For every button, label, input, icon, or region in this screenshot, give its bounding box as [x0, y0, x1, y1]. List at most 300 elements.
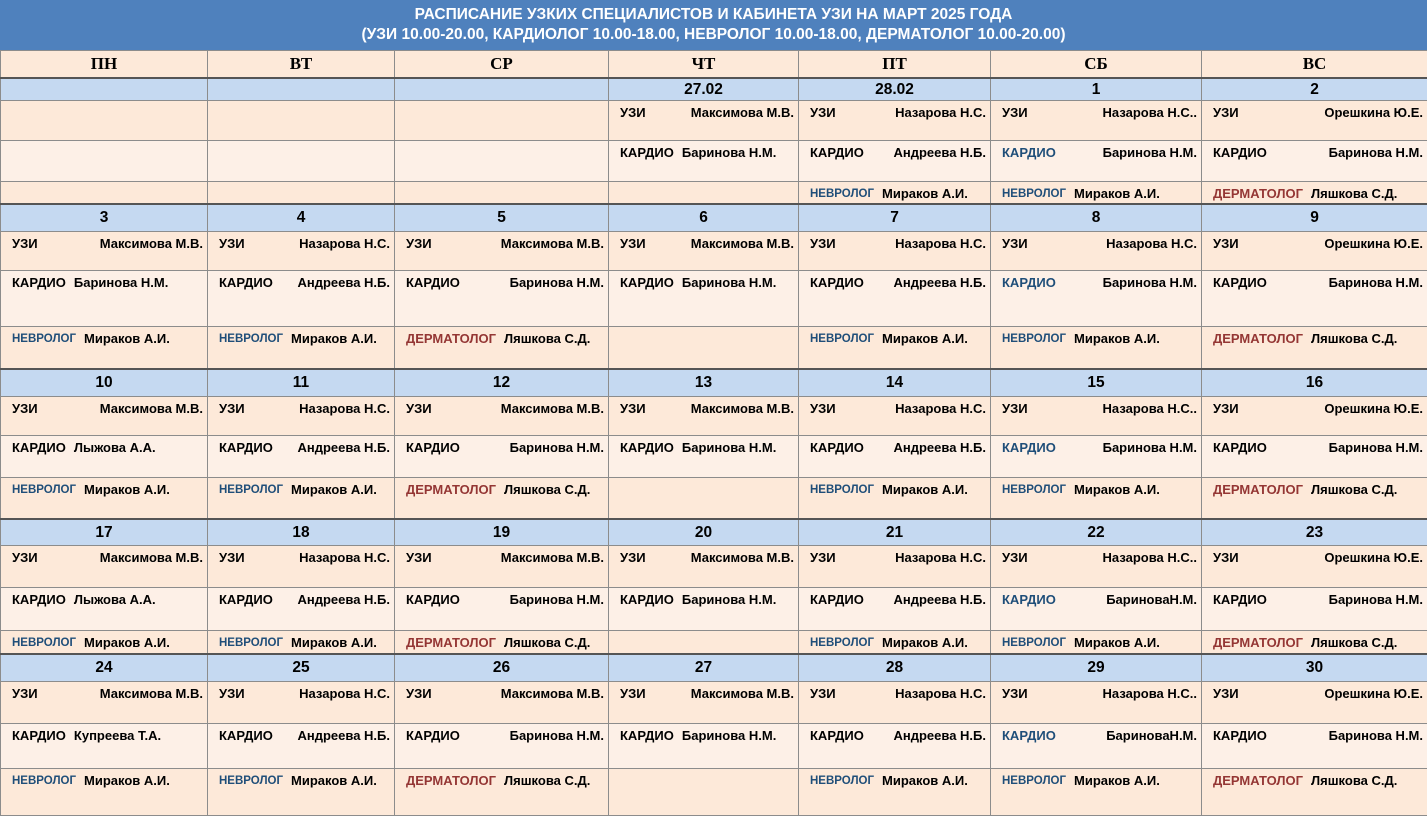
schedule-cell-uzi [799, 545, 991, 587]
doctor-name: Ляшкова С.Д. [504, 481, 591, 497]
doctor-name: Максимова М.В. [690, 685, 794, 701]
schedule-cell-uzi [1202, 545, 1427, 587]
specialty-label: КАРДИО [1213, 144, 1267, 160]
specialty-label: КАРДИО [620, 592, 674, 608]
schedule-title-line2: (УЗИ 10.00-20.00, КАРДИОЛОГ 10.00-18.00, НЕВРОЛОГ 10.00-18.00, ДЕРМАТОЛОГ 10.00-20.00) [361, 26, 1066, 43]
schedule-cell-uzi [609, 681, 799, 723]
date-cell [1, 78, 208, 101]
week-5-kardio-row [1, 724, 1427, 768]
schedule-cell-third [609, 630, 799, 654]
schedule-table [0, 50, 1427, 816]
schedule-cell-kardio [208, 436, 395, 477]
specialty-label: КАРДИО [406, 728, 460, 744]
specialty-label: КАРДИО [1002, 144, 1056, 160]
date-cell: 28 [799, 654, 991, 681]
doctor-name: Андреева Н.Б. [297, 728, 390, 744]
doctor-name: Назарова Н.С. [299, 235, 390, 251]
schedule-cell-uzi [395, 545, 609, 587]
date-cell: 4 [208, 204, 395, 231]
week-5-third-row [1, 768, 1427, 815]
specialty-label: УЗИ [1213, 105, 1239, 121]
date-cell: 19 [395, 519, 609, 545]
doctor-name: Мираков А.И. [291, 481, 377, 497]
doctor-name: Мираков А.И. [1074, 481, 1160, 497]
schedule-cell-kardio [991, 140, 1202, 181]
doctor-name: Максимова М.В. [500, 400, 604, 416]
schedule-cell-kardio [1, 724, 208, 768]
schedule-cell-uzi [1202, 231, 1427, 270]
date-cell: 25 [208, 654, 395, 681]
date-cell: 16 [1202, 369, 1427, 396]
schedule-cell-third [1202, 630, 1427, 654]
doctor-name: Ляшкова С.Д. [1311, 772, 1398, 788]
specialty-label: КАРДИО [810, 440, 864, 456]
specialty-label: УЗИ [810, 549, 836, 565]
doctor-name: Назарова Н.С. [895, 400, 986, 416]
specialty-label: ДЕРМАТОЛОГ [406, 772, 497, 788]
schedule-cell-kardio [395, 724, 609, 768]
doctor-name: Баринова Н.М. [509, 592, 604, 608]
specialty-label: УЗИ [406, 235, 432, 251]
schedule-cell-uzi [991, 101, 1202, 140]
week-5-uzi-row [1, 681, 1427, 723]
specialty-label: КАРДИО [12, 275, 66, 291]
doctor-name: Мираков А.И. [882, 481, 968, 497]
schedule-cell-kardio [991, 271, 1202, 327]
schedule-cell-third [1202, 768, 1427, 815]
doctor-name: Орешкина Ю.Е. [1324, 685, 1423, 701]
schedule-cell-uzi [1, 396, 208, 435]
doctor-name: Мираков А.И. [84, 634, 170, 650]
specialty-label: КАРДИО [406, 592, 460, 608]
doctor-name: Назарова Н.С. [299, 400, 390, 416]
specialty-label: УЗИ [620, 235, 646, 251]
specialty-label: УЗИ [810, 105, 836, 121]
specialty-label: НЕВРОЛОГ [1002, 187, 1066, 200]
schedule-cell-kardio [799, 271, 991, 327]
specialty-label: УЗИ [12, 685, 38, 701]
schedule-cell-uzi [208, 545, 395, 587]
date-cell: 14 [799, 369, 991, 396]
specialty-label: НЕВРОЛОГ [810, 636, 874, 649]
schedule-cell-third [609, 477, 799, 519]
date-cell: 9 [1202, 204, 1427, 231]
doctor-name: Максимова М.В. [690, 400, 794, 416]
doctor-name: Максимова М.В. [500, 235, 604, 251]
doctor-name: Андреева Н.Б. [297, 592, 390, 608]
schedule-cell-uzi [208, 101, 395, 140]
week-3-dates-row [1, 369, 1427, 396]
doctor-name: Андреева Н.Б. [893, 592, 986, 608]
date-cell: 3 [1, 204, 208, 231]
schedule-cell-uzi [208, 681, 395, 723]
day-name-mon: ПН [1, 51, 208, 78]
schedule-cell-uzi [609, 231, 799, 270]
specialty-label: ДЕРМАТОЛОГ [406, 331, 497, 347]
specialty-label: НЕВРОЛОГ [12, 333, 76, 346]
date-cell: 18 [208, 519, 395, 545]
specialty-label: ДЕРМАТОЛОГ [406, 634, 497, 650]
doctor-name: Баринова Н.М. [1102, 144, 1197, 160]
doctor-name: Ляшкова С.Д. [504, 634, 591, 650]
doctor-name: Баринова Н.М. [681, 440, 777, 456]
day-name-sat: СБ [991, 51, 1202, 78]
schedule-cell-third [208, 768, 395, 815]
specialty-label: УЗИ [620, 400, 646, 416]
date-cell: 27.02 [609, 78, 799, 101]
doctor-name: Баринова Н.М. [1102, 440, 1197, 456]
schedule-cell-third [395, 477, 609, 519]
schedule-cell-uzi [1202, 396, 1427, 435]
schedule-cell-uzi [609, 545, 799, 587]
specialty-label: ДЕРМАТОЛОГ [1213, 331, 1304, 347]
schedule-cell-kardio [799, 140, 991, 181]
specialty-label: КАРДИО [1002, 440, 1056, 456]
specialty-label: УЗИ [1213, 685, 1239, 701]
schedule-cell-uzi [609, 101, 799, 140]
specialty-label: КАРДИО [406, 440, 460, 456]
doctor-name: Баринова Н.М. [1102, 275, 1197, 291]
schedule-cell-kardio [208, 724, 395, 768]
date-cell: 1 [991, 78, 1202, 101]
doctor-name: Мираков А.И. [882, 185, 968, 201]
schedule-cell-kardio [1202, 588, 1427, 630]
specialty-label: НЕВРОЛОГ [219, 774, 283, 787]
doctor-name: Баринова Н.М. [509, 728, 604, 744]
doctor-name: Орешкина Ю.Е. [1324, 400, 1423, 416]
specialty-label: КАРДИО [1002, 592, 1056, 608]
doctor-name: Максимова М.В. [500, 549, 604, 565]
date-cell [208, 78, 395, 101]
doctor-name: Андреева Н.Б. [893, 440, 986, 456]
schedule-cell-kardio [609, 271, 799, 327]
schedule-cell-third [1, 477, 208, 519]
specialty-label: НЕВРОЛОГ [12, 636, 76, 649]
doctor-name: Максимова М.В. [690, 105, 794, 121]
doctor-name: БариноваН.М. [1106, 592, 1197, 608]
schedule-cell-third [991, 477, 1202, 519]
specialty-label: КАРДИО [1002, 728, 1056, 744]
specialty-label: КАРДИО [1213, 592, 1267, 608]
specialty-label: УЗИ [12, 235, 38, 251]
schedule-cell-uzi [799, 101, 991, 140]
schedule-cell-third [1202, 181, 1427, 204]
specialty-label: КАРДИО [620, 275, 674, 291]
schedule-cell-uzi [1, 101, 208, 140]
specialty-label: УЗИ [219, 235, 245, 251]
schedule-cell-kardio [1, 588, 208, 630]
schedule-title-line1: РАСПИСАНИЕ УЗКИХ СПЕЦИАЛИСТОВ И КАБИНЕТА УЗИ НА МАРТ 2025 ГОДА [414, 6, 1013, 23]
specialty-label: КАРДИО [219, 728, 273, 744]
schedule-cell-kardio [609, 588, 799, 630]
date-cell: 17 [1, 519, 208, 545]
schedule-cell-kardio [991, 436, 1202, 477]
doctor-name: Максимова М.В. [690, 235, 794, 251]
specialty-label: ДЕРМАТОЛОГ [1213, 772, 1304, 788]
schedule-cell-kardio [395, 436, 609, 477]
specialty-label: УЗИ [1213, 400, 1239, 416]
week-1-dates-row [1, 78, 1427, 101]
schedule-cell-third [395, 181, 609, 204]
doctor-name: Мираков А.И. [291, 331, 377, 347]
schedule-cell-kardio [1202, 140, 1427, 181]
doctor-name: Баринова Н.М. [681, 728, 777, 744]
schedule-cell-third [208, 181, 395, 204]
doctor-name: Максимова М.В. [99, 400, 203, 416]
schedule-cell-uzi [991, 231, 1202, 270]
schedule-cell-uzi [208, 396, 395, 435]
doctor-name: Баринова Н.М. [509, 440, 604, 456]
specialty-label: УЗИ [406, 400, 432, 416]
doctor-name: Баринова Н.М. [1328, 144, 1423, 160]
specialty-label: УЗИ [810, 400, 836, 416]
specialty-label: КАРДИО [620, 728, 674, 744]
doctor-name: Ляшкова С.Д. [1311, 185, 1398, 201]
schedule-cell-third [1, 768, 208, 815]
schedule-cell-kardio [799, 436, 991, 477]
schedule-cell-kardio [609, 724, 799, 768]
schedule-cell-third [395, 327, 609, 369]
doctor-name: Назарова Н.С. [299, 549, 390, 565]
specialty-label: КАРДИО [1002, 275, 1056, 291]
schedule-cell-third [208, 327, 395, 369]
doctor-name: Назарова Н.С. [299, 685, 390, 701]
schedule-cell-uzi [991, 545, 1202, 587]
date-cell: 13 [609, 369, 799, 396]
specialty-label: КАРДИО [12, 440, 66, 456]
date-cell: 7 [799, 204, 991, 231]
schedule-cell-third [208, 477, 395, 519]
schedule-cell-third [991, 181, 1202, 204]
doctor-name: Лыжова А.А. [73, 592, 156, 608]
schedule-cell-third [799, 768, 991, 815]
doctor-name: Назарова Н.С.. [1102, 685, 1197, 701]
specialty-label: ДЕРМАТОЛОГ [1213, 634, 1304, 650]
doctor-name: Мираков А.И. [882, 634, 968, 650]
specialty-label: УЗИ [12, 549, 38, 565]
doctor-name: Лыжова А.А. [73, 440, 156, 456]
schedule-cell-uzi [395, 681, 609, 723]
doctor-name: Мираков А.И. [291, 634, 377, 650]
specialty-label: КАРДИО [12, 592, 66, 608]
schedule-cell-kardio [395, 588, 609, 630]
doctor-name: Мираков А.И. [882, 772, 968, 788]
week-4-dates-row [1, 519, 1427, 545]
schedule-cell-kardio [208, 271, 395, 327]
doctor-name: Баринова Н.М. [1328, 440, 1423, 456]
schedule-cell-uzi [1, 231, 208, 270]
date-cell: 22 [991, 519, 1202, 545]
doctor-name: Мираков А.И. [84, 772, 170, 788]
specialty-label: НЕВРОЛОГ [219, 636, 283, 649]
schedule-cell-uzi [799, 231, 991, 270]
date-cell [395, 78, 609, 101]
schedule-cell-third [395, 630, 609, 654]
doctor-name: БариноваН.М. [1106, 728, 1197, 744]
doctor-name: Максимова М.В. [99, 549, 203, 565]
week-4-third-row [1, 630, 1427, 654]
schedule-cell-kardio [1202, 271, 1427, 327]
specialty-label: НЕВРОЛОГ [1002, 333, 1066, 346]
schedule-cell-kardio [1202, 436, 1427, 477]
schedule-cell-third [1, 630, 208, 654]
schedule-cell-kardio [208, 140, 395, 181]
specialty-label: КАРДИО [406, 275, 460, 291]
specialty-label: УЗИ [1002, 400, 1028, 416]
specialty-label: КАРДИО [620, 440, 674, 456]
schedule-cell-uzi [991, 396, 1202, 435]
date-cell: 20 [609, 519, 799, 545]
date-cell: 26 [395, 654, 609, 681]
specialty-label: КАРДИО [219, 440, 273, 456]
date-cell: 11 [208, 369, 395, 396]
doctor-name: Мираков А.И. [84, 331, 170, 347]
schedule-cell-third [991, 327, 1202, 369]
day-name-thu: ЧТ [609, 51, 799, 78]
doctor-name: Максимова М.В. [690, 549, 794, 565]
doctor-name: Назарова Н.С.. [1102, 105, 1197, 121]
specialty-label: УЗИ [406, 685, 432, 701]
specialty-label: УЗИ [620, 549, 646, 565]
week-2-kardio-row [1, 271, 1427, 327]
schedule-cell-kardio [799, 588, 991, 630]
specialty-label: ДЕРМАТОЛОГ [1213, 481, 1304, 497]
schedule-cell-third [799, 630, 991, 654]
schedule-cell-uzi [395, 101, 609, 140]
doctor-name: Андреева Н.Б. [297, 440, 390, 456]
schedule-cell-third [609, 768, 799, 815]
schedule-cell-kardio [1, 140, 208, 181]
specialty-label: КАРДИО [810, 144, 864, 160]
doctor-name: Назарова Н.С. [895, 685, 986, 701]
specialty-label: КАРДИО [810, 728, 864, 744]
date-cell: 30 [1202, 654, 1427, 681]
date-cell: 21 [799, 519, 991, 545]
schedule-cell-uzi [1202, 681, 1427, 723]
schedule-cell-kardio [395, 140, 609, 181]
doctor-name: Ляшкова С.Д. [1311, 481, 1398, 497]
doctor-name: Максимова М.В. [99, 235, 203, 251]
day-names-row [1, 51, 1427, 78]
doctor-name: Мираков А.И. [291, 772, 377, 788]
schedule-cell-uzi [395, 396, 609, 435]
schedule-cell-kardio [1, 436, 208, 477]
specialty-label: ДЕРМАТОЛОГ [1213, 185, 1304, 201]
doctor-name: Мираков А.И. [1074, 772, 1160, 788]
doctor-name: Андреева Н.Б. [893, 144, 986, 160]
schedule-cell-uzi [208, 231, 395, 270]
week-3-third-row [1, 477, 1427, 519]
doctor-name: Ляшкова С.Д. [1311, 634, 1398, 650]
schedule-cell-kardio [1, 271, 208, 327]
specialty-label: КАРДИО [810, 592, 864, 608]
doctor-name: Орешкина Ю.Е. [1324, 105, 1423, 121]
doctor-name: Назарова Н.С. [895, 235, 986, 251]
specialty-label: УЗИ [219, 685, 245, 701]
schedule-cell-uzi [395, 231, 609, 270]
specialty-label: КАРДИО [1213, 440, 1267, 456]
specialty-label: НЕВРОЛОГ [12, 483, 76, 496]
schedule-cell-third [208, 630, 395, 654]
week-1-uzi-row [1, 101, 1427, 140]
doctor-name: Баринова Н.М. [1328, 275, 1423, 291]
doctor-name: Назарова Н.С.. [1102, 400, 1197, 416]
specialty-label: НЕВРОЛОГ [12, 774, 76, 787]
doctor-name: Ляшкова С.Д. [1311, 331, 1398, 347]
specialty-label: УЗИ [1002, 105, 1028, 121]
specialty-label: КАРДИО [219, 592, 273, 608]
date-cell: 5 [395, 204, 609, 231]
schedule-cell-uzi [1, 681, 208, 723]
date-cell: 10 [1, 369, 208, 396]
date-cell: 24 [1, 654, 208, 681]
schedule-cell-third [991, 768, 1202, 815]
date-cell: 23 [1202, 519, 1427, 545]
specialty-label: НЕВРОЛОГ [810, 187, 874, 200]
schedule-title [0, 0, 1427, 50]
schedule-cell-third [609, 327, 799, 369]
doctor-name: Баринова Н.М. [681, 592, 777, 608]
schedule-cell-third [1202, 477, 1427, 519]
specialty-label: УЗИ [1002, 549, 1028, 565]
doctor-name: Ляшкова С.Д. [504, 331, 591, 347]
week-2-third-row [1, 327, 1427, 369]
doctor-name: Орешкина Ю.Е. [1324, 235, 1423, 251]
specialty-label: УЗИ [620, 105, 646, 121]
schedule-cell-kardio [1202, 724, 1427, 768]
doctor-name: Баринова Н.М. [1328, 728, 1423, 744]
doctor-name: Андреева Н.Б. [893, 728, 986, 744]
schedule-cell-kardio [208, 588, 395, 630]
date-cell: 15 [991, 369, 1202, 396]
schedule-cell-uzi [609, 396, 799, 435]
doctor-name: Баринова Н.М. [73, 275, 169, 291]
doctor-name: Баринова Н.М. [509, 275, 604, 291]
doctor-name: Назарова Н.С.. [1102, 549, 1197, 565]
doctor-name: Орешкина Ю.Е. [1324, 549, 1423, 565]
schedule-cell-third [799, 327, 991, 369]
doctor-name: Баринова Н.М. [1328, 592, 1423, 608]
schedule-cell-third [799, 181, 991, 204]
date-cell: 28.02 [799, 78, 991, 101]
date-cell: 6 [609, 204, 799, 231]
specialty-label: КАРДИО [219, 275, 273, 291]
doctor-name: Мираков А.И. [1074, 185, 1160, 201]
date-cell: 29 [991, 654, 1202, 681]
week-1-third-row [1, 181, 1427, 204]
specialty-label: КАРДИО [1213, 728, 1267, 744]
specialty-label: НЕВРОЛОГ [810, 483, 874, 496]
specialty-label: УЗИ [1002, 685, 1028, 701]
schedule-cell-kardio [609, 436, 799, 477]
specialty-label: КАРДИО [1213, 275, 1267, 291]
doctor-name: Мираков А.И. [84, 481, 170, 497]
day-name-fri: ПТ [799, 51, 991, 78]
specialty-label: НЕВРОЛОГ [810, 774, 874, 787]
schedule-cell-uzi [991, 681, 1202, 723]
specialty-label: УЗИ [12, 400, 38, 416]
schedule-cell-third [1, 181, 208, 204]
week-2-dates-row [1, 204, 1427, 231]
doctor-name: Андреева Н.Б. [297, 275, 390, 291]
doctor-name: Баринова Н.М. [681, 144, 777, 160]
day-name-tue: ВТ [208, 51, 395, 78]
doctor-name: Назарова Н.С. [1106, 235, 1197, 251]
specialty-label: УЗИ [1213, 235, 1239, 251]
week-3-uzi-row [1, 396, 1427, 435]
date-cell: 8 [991, 204, 1202, 231]
week-4-uzi-row [1, 545, 1427, 587]
